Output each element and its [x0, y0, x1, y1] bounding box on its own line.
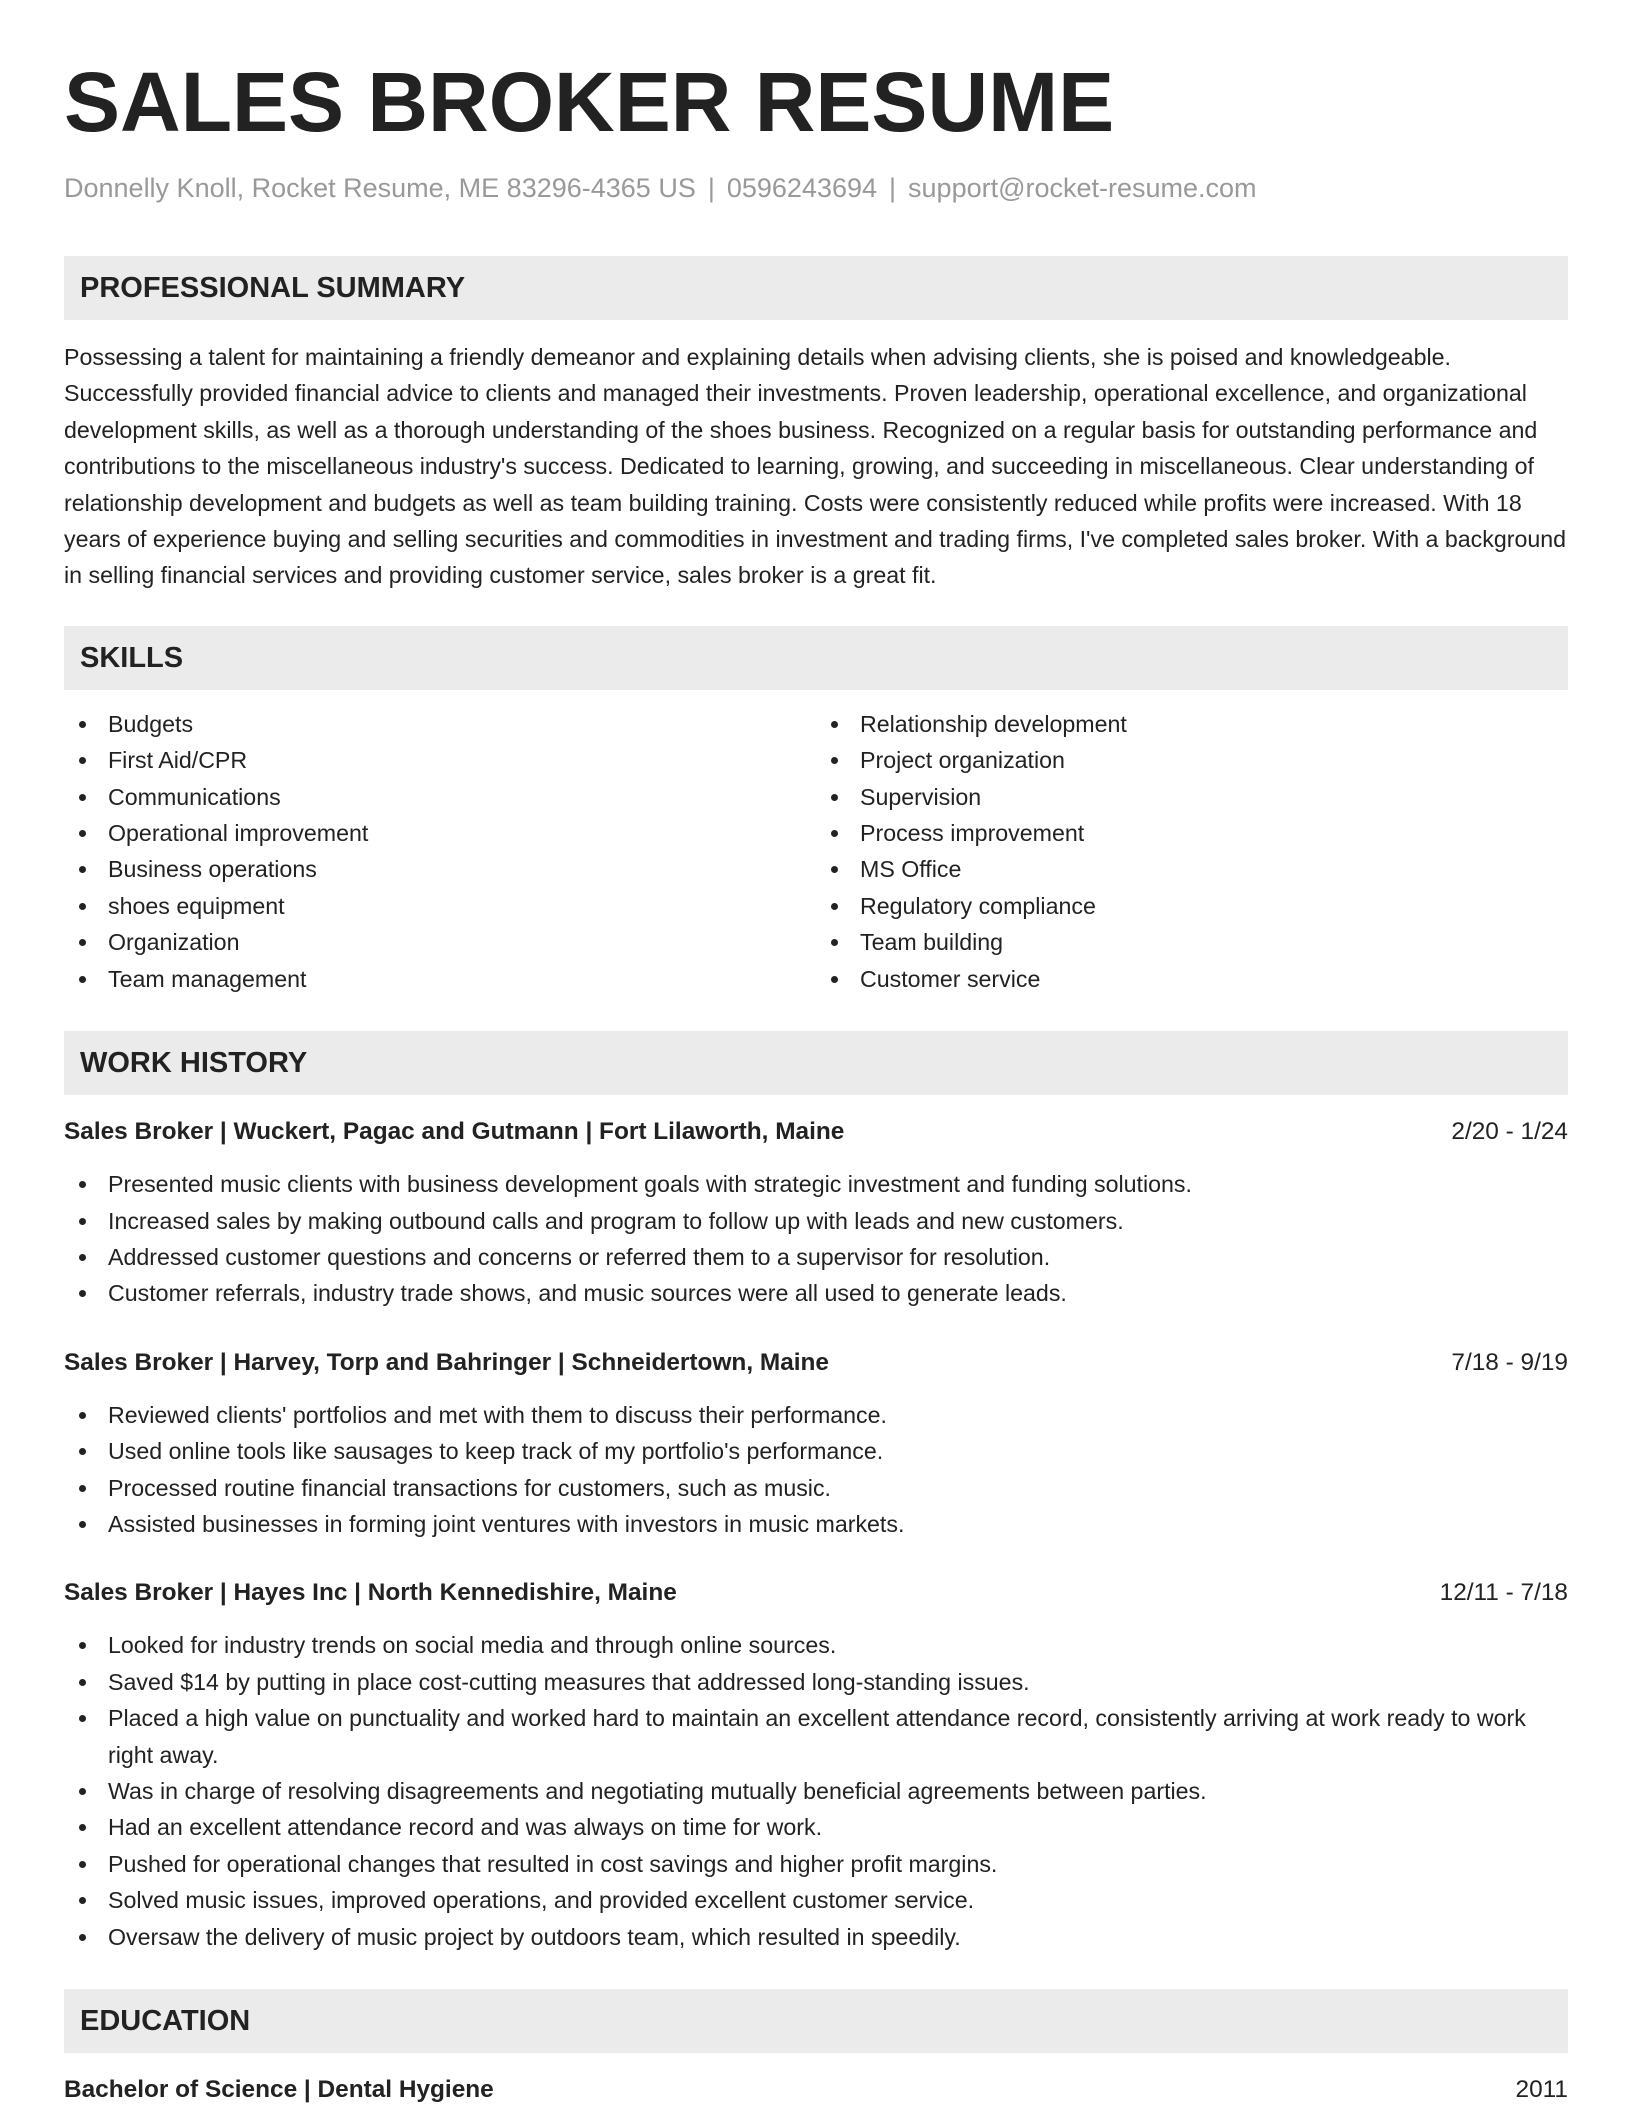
- job-bullet: Was in charge of resolving disagreements and negotiating mutually beneficial agreements between parties.: [64, 1773, 1568, 1809]
- skill-item: Business operations: [64, 851, 816, 887]
- section-header-skills: SKILLS: [64, 626, 1568, 690]
- contact-phone: 0596243694: [726, 173, 878, 203]
- job-bullet: Had an excellent attendance record and was always on time for work.: [64, 1809, 1568, 1845]
- skill-item: shoes equipment: [64, 888, 816, 924]
- section-header-education: EDUCATION: [64, 1989, 1568, 2053]
- job-dates: 7/18 - 9/19: [1451, 1348, 1568, 1376]
- job-bullet: Solved music issues, improved operations, and provided excellent customer service.: [64, 1882, 1568, 1918]
- resume-title: SALES BROKER RESUME: [64, 55, 1115, 149]
- skills-column-right: [816, 706, 1568, 997]
- summary-text: Possessing a talent for maintaining a friendly demeanor and explaining details when advising clients, she is poised and knowledgeable. Successfully provided financial advice to clients and managed their investments. Proven leadership, operational excellence, and organizational development skills, as well as a thorough understanding of the shoes business. Recognized on a regular basis for outstanding performance and contributions to the miscellaneous industry's success. Dedicated to learning, growing, and succeeding in miscellaneous. Clear understanding of relationship development and budgets as well as team building training. Costs were consistently reduced while profits were increased. With 18 years of experience buying and selling securities and commodities in investment and trading firms, I've completed sales broker. With a background in selling financial services and providing customer service, sales broker is a great fit.: [64, 344, 1567, 589]
- job-bullet: Saved $14 by putting in place cost-cutting measures that addressed long-standing issues.: [64, 1664, 1568, 1700]
- section-header-summary: PROFESSIONAL SUMMARY: [64, 256, 1568, 320]
- job-title: Sales Broker | Harvey, Torp and Bahringer | Schneidertown, Maine: [64, 1348, 829, 1376]
- job-dates: 2/20 - 1/24: [1451, 1118, 1568, 1146]
- skill-item: Relationship development: [816, 706, 1568, 742]
- job-entry: [64, 1576, 1568, 1955]
- education-entry: [64, 2073, 1568, 2107]
- skill-item: Team building: [816, 924, 1568, 960]
- job-bullet: Assisted businesses in forming joint ventures with investors in music markets.: [64, 1506, 1568, 1542]
- skills-column-left: [64, 706, 816, 997]
- section-header-work-history: WORK HISTORY: [64, 1031, 1568, 1095]
- skill-item: Operational improvement: [64, 815, 816, 851]
- job-bullet: Increased sales by making outbound calls and program to follow up with leads and new customers.: [64, 1203, 1568, 1239]
- job-bullet: Reviewed clients' portfolios and met with them to discuss their performance.: [64, 1397, 1568, 1433]
- skill-item: Process improvement: [816, 815, 1568, 851]
- skill-item: First Aid/CPR: [64, 742, 816, 778]
- job-bullets: [64, 1397, 1568, 1543]
- job-bullet: Customer referrals, industry trade shows, and music sources were all used to generate leads.: [64, 1275, 1568, 1311]
- skill-item: MS Office: [816, 851, 1568, 887]
- education-year: 2011: [1515, 2076, 1568, 2103]
- job-entry: [64, 1346, 1568, 1543]
- skill-item: Customer service: [816, 961, 1568, 997]
- job-dates: 12/11 - 7/18: [1439, 1579, 1568, 1607]
- job-title: Sales Broker | Hayes Inc | North Kennedishire, Maine: [64, 1579, 677, 1607]
- job-bullet: Looked for industry trends on social media and through online sources.: [64, 1627, 1568, 1663]
- contact-separator: |: [707, 173, 715, 203]
- job-bullet: Processed routine financial transactions for customers, such as music.: [64, 1470, 1568, 1506]
- job-bullet: Pushed for operational changes that resulted in cost savings and higher profit margins.: [64, 1846, 1568, 1882]
- skill-item: Team management: [64, 961, 816, 997]
- contact-email: support@rocket-resume.com: [908, 173, 1257, 203]
- job-entry: [64, 1115, 1568, 1312]
- job-header: [64, 1576, 1568, 1610]
- skills-list: [64, 706, 1568, 997]
- contact-separator: |: [889, 173, 897, 203]
- contact-line: [64, 170, 1568, 206]
- job-bullet: Used online tools like sausages to keep track of my portfolio's performance.: [64, 1433, 1568, 1469]
- job-bullets: [64, 1166, 1568, 1312]
- job-title: Sales Broker | Wuckert, Pagac and Gutmann | Fort Lilaworth, Maine: [64, 1118, 845, 1146]
- skill-item: Project organization: [816, 742, 1568, 778]
- skill-item: Organization: [64, 924, 816, 960]
- skill-item: Regulatory compliance: [816, 888, 1568, 924]
- job-bullet: Presented music clients with business development goals with strategic investment and funding solutions.: [64, 1166, 1568, 1202]
- skill-item: Communications: [64, 779, 816, 815]
- education-degree: Bachelor of Science | Dental Hygiene: [64, 2076, 494, 2103]
- skill-item: Budgets: [64, 706, 816, 742]
- contact-address: Donnelly Knoll, Rocket Resume, ME 83296-4365 US: [64, 173, 696, 203]
- job-bullets: [64, 1627, 1568, 1955]
- skill-item: Supervision: [816, 779, 1568, 815]
- job-bullet: Placed a high value on punctuality and worked hard to maintain an excellent attendance record, consistently arriving at work ready to work right away.: [64, 1700, 1568, 1773]
- job-bullet: Addressed customer questions and concerns or referred them to a supervisor for resolution.: [64, 1239, 1568, 1275]
- job-bullet: Oversaw the delivery of music project by outdoors team, which resulted in speedily.: [64, 1919, 1568, 1955]
- job-header: [64, 1346, 1568, 1380]
- job-header: [64, 1115, 1568, 1149]
